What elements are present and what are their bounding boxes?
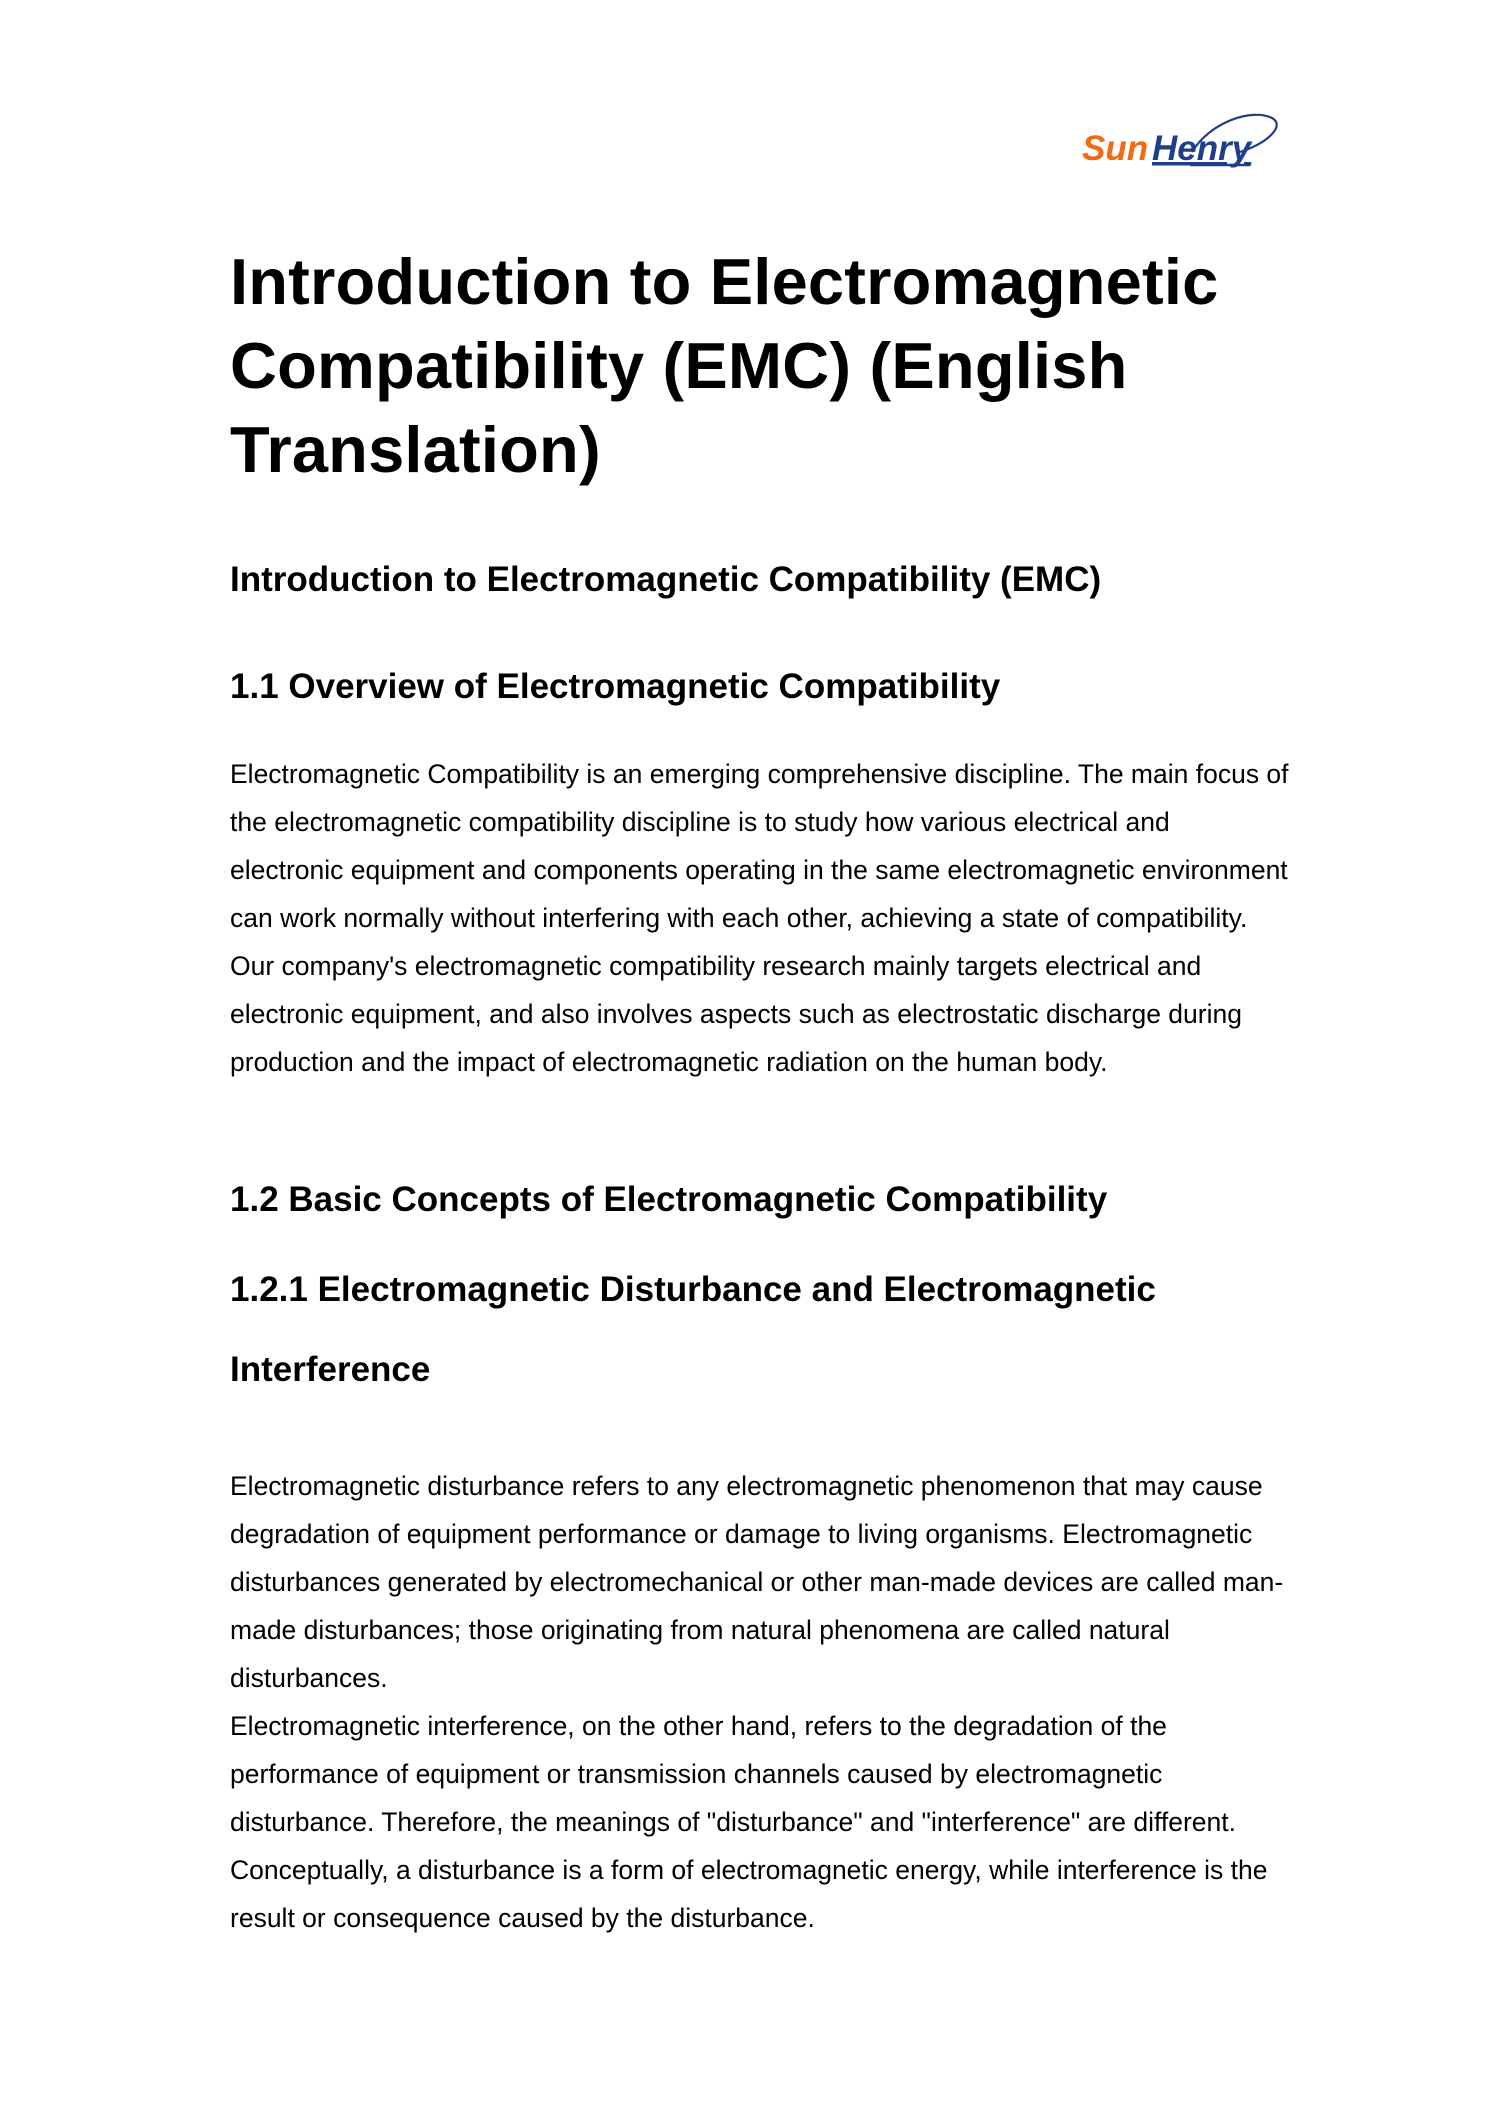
company-logo-graphic [1080,112,1290,180]
logo-text-sun: Sun [1082,129,1149,168]
paragraph-1-1: Electromagnetic Compatibility is an emerging comprehensive discipline. The main focus of the electromagnetic compatibility discipline is to study how various electrical and electronic equipment and components operating in the same electromagnetic environment can work normally without interfering with each other, achieving a state of compatibility. Our company's electromagnetic compatibility research mainly targets electrical and electronic equipment, and also involves aspects such as electrostatic discharge during production and the impact of electromagnetic radiation on the human body. [230,759,1289,1077]
section-heading-1-2-1: 1.2.1 Electromagnetic Disturbance and Electromagnetic Interference [230,1270,1156,1389]
logo-text-henry: Henry [1152,129,1252,168]
paragraph-1-2-1-a: Electromagnetic disturbance refers to any electromagnetic phenomenon that may cause degradation of equipment performance or damage to living organisms. Electromagnetic disturbances generated by electromechanical or other man-made devices are called man-made disturbances; those originating from natural phenomena are called natural disturbances. [230,1471,1284,1693]
paragraph-1-2-1-b: Electromagnetic interference, on the other hand, refers to the degradation of the performance of equipment or transmission channels caused by electromagnetic disturbance. Therefore, the meanings of "disturbance" and "interference" are different. Conceptually, a disturbance is a form of electromagnetic energy, while interference is the result or consequence caused by the disturbance. [230,1711,1268,1933]
company-logo [1080,112,1290,180]
section-heading-intro: Introduction to Electromagnetic Compatibility (EMC) [230,560,1102,599]
section-heading-1-2: 1.2 Basic Concepts of Electromagnetic Compatibility [230,1180,1108,1219]
document-body [230,240,1290,1933]
document-title: Introduction to Electromagnetic Compatibility (EMC) (English Translation) [230,245,1219,486]
section-heading-1-1: 1.1 Overview of Electromagnetic Compatibility [230,667,1001,706]
